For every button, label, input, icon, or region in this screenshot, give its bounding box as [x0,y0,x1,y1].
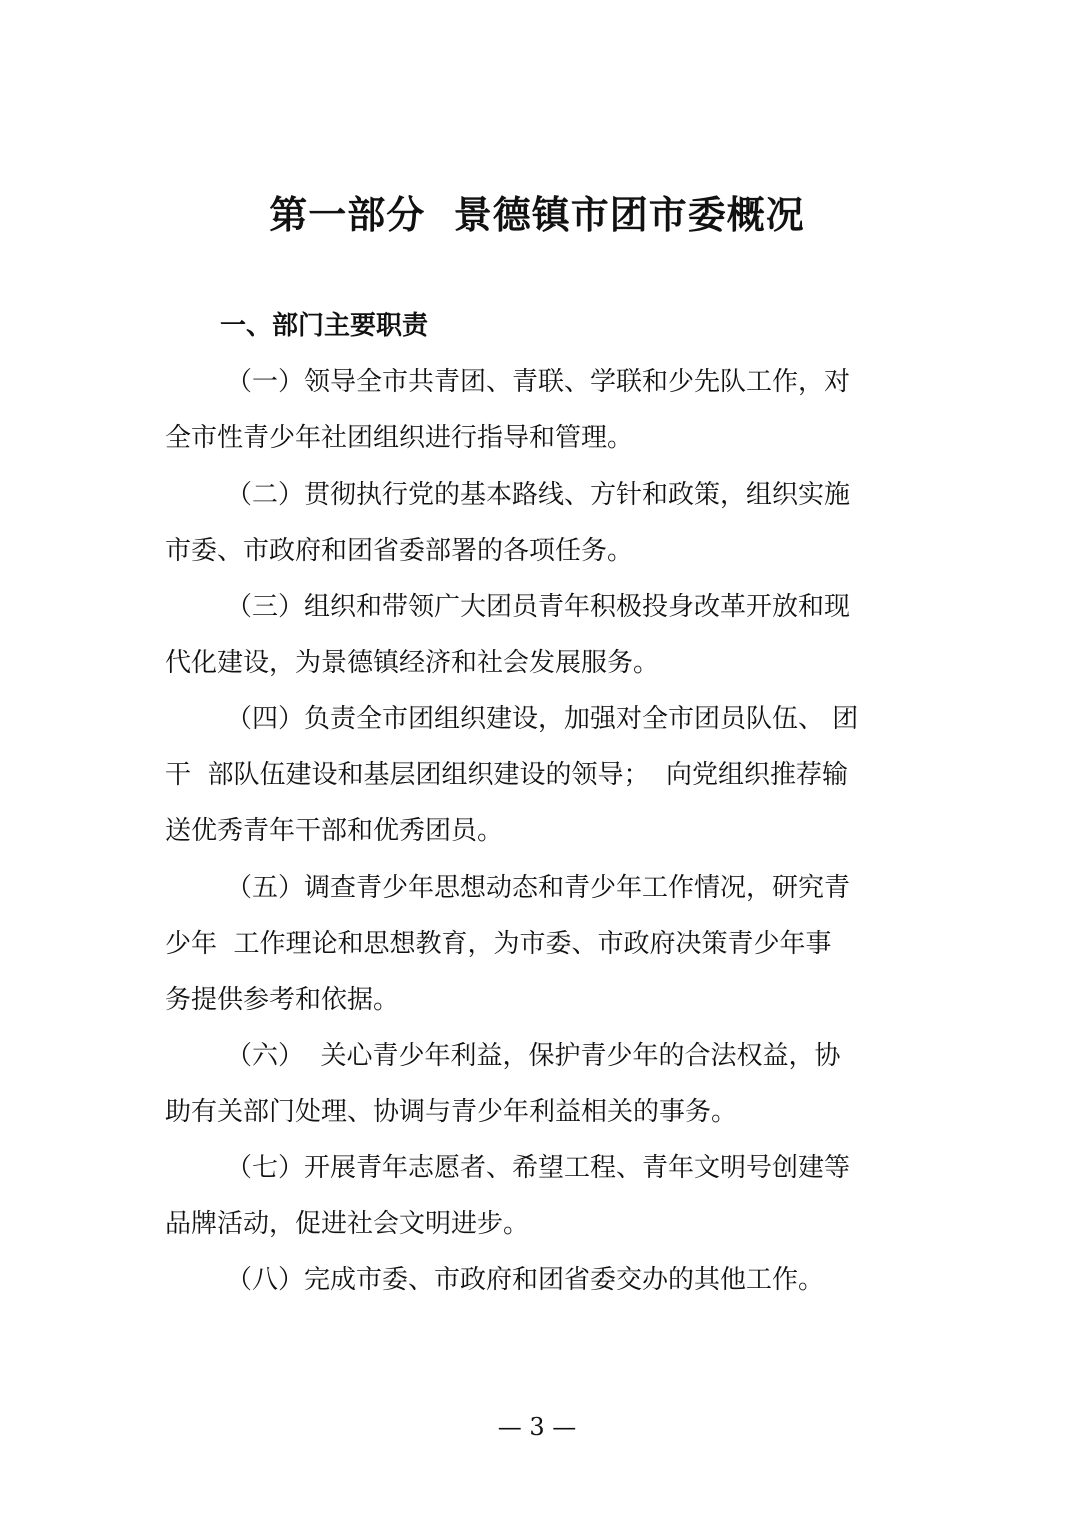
duty-5-line-1: （五）调查青少年思想动态和青少年工作情况，研究青 [226,873,851,903]
duty-2-line-1: （二）贯彻执行党的基本路线、方针和政策，组织实施 [226,480,851,510]
duty-4-line-2: 干 部队伍建设和基层团组织建设的领导； 向党组织推荐输 [165,760,849,790]
duty-3-line-1: （三）组织和带领广大团员青年积极投身改革开放和现 [226,592,851,622]
duty-6-line-2: 助有关部门处理、协调与青少年利益相关的事务。 [165,1097,738,1127]
duty-2-line-2: 市委、市政府和团省委部署的各项任务。 [165,536,634,566]
duty-4-line-3: 送优秀青年干部和优秀团员。 [165,816,504,846]
duty-1-line-2: 全市性青少年社团组织进行指导和管理。 [165,423,634,453]
duty-7-line-2: 品牌活动，促进社会文明进步。 [165,1209,530,1239]
duty-5-line-3: 务提供参考和依据。 [165,985,400,1015]
duty-5-line-2: 少年 工作理论和思想教育，为市委、市政府决策青少年事 [165,929,832,959]
duty-1-line-1: （一）领导全市共青团、青联、学联和少先队工作，对 [226,367,851,397]
duty-4-line-1: （四）负责全市团组织建设，加强对全市团员队伍、 团 [226,704,859,734]
duty-7-line-1: （七）开展青年志愿者、希望工程、青年文明号创建等 [226,1153,851,1183]
duty-6-line-1: （六） 关心青少年利益，保护青少年的合法权益，协 [226,1041,841,1071]
page-title: 第一部分 景德镇市团市委概况 [269,193,805,237]
duty-3-line-2: 代化建设，为景德镇经济和社会发展服务。 [165,648,660,678]
duty-8-line-1: （八）完成市委、市政府和团省委交办的其他工作。 [226,1265,825,1295]
section-heading: 一、部门主要职责 [220,311,429,341]
page-number: — 3 — [497,1413,577,1441]
